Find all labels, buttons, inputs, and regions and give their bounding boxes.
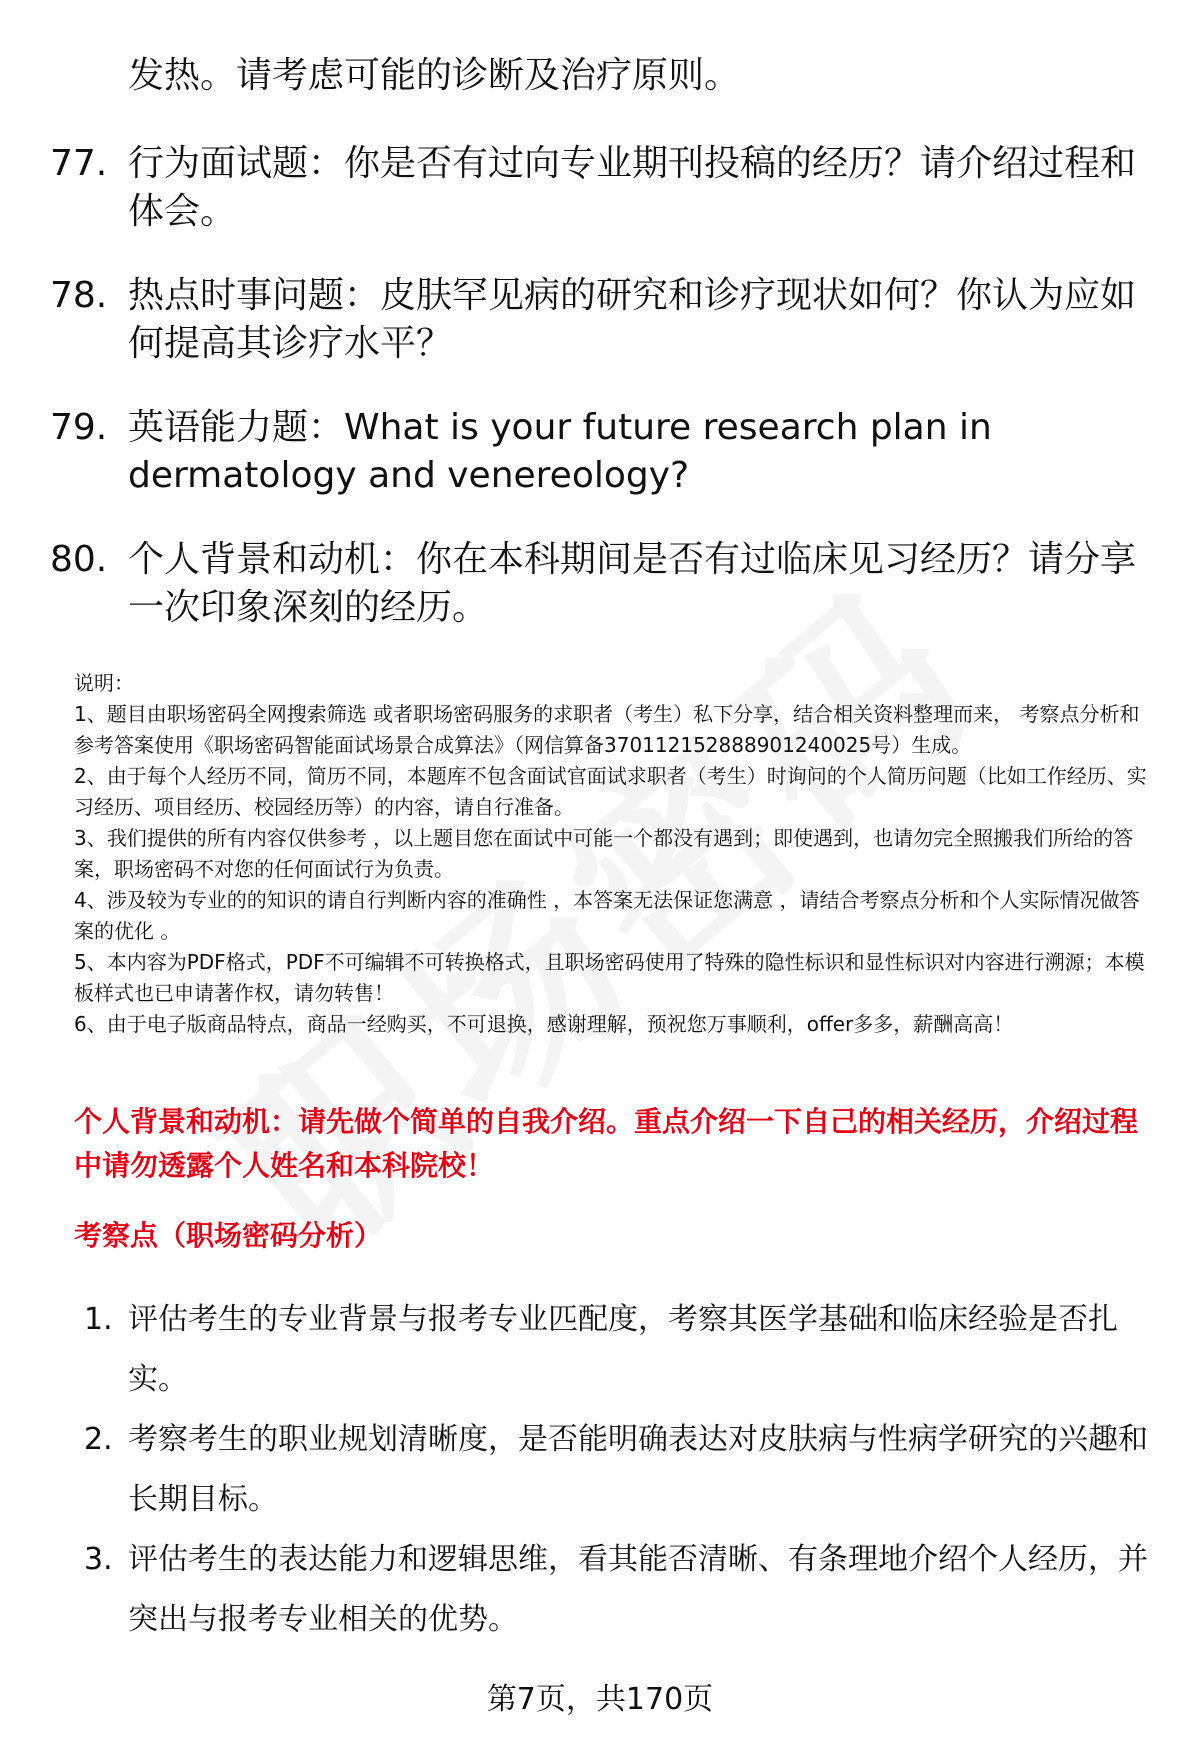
analysis-point xyxy=(84,1410,1154,1530)
note-item: 4、涉及较为专业的的知识的请自行判断内容的准确性 ，本答案无法保证您满意 ，请结合考察点分析和个人实际情况做答案的优化 。 xyxy=(74,888,1140,943)
notes-title: 说明： xyxy=(74,671,134,695)
question-text: 行为面试题：你是否有过向专业期刊投稿的经历？请介绍过程和体会。 xyxy=(128,143,1137,232)
point-number: 1. xyxy=(84,1302,113,1337)
point-number: 2. xyxy=(84,1422,113,1457)
question-number: 78. xyxy=(50,275,108,316)
point-number: 3. xyxy=(84,1542,113,1577)
question-item xyxy=(50,272,1150,368)
point-text: 评估考生的专业背景与报考专业匹配度，考察其医学基础和临床经验是否扎实。 xyxy=(128,1302,1118,1397)
question-number: 80. xyxy=(50,539,108,580)
note-item: 1、题目由职场密码全网搜索筛选 或者职场密码服务的求职者（考生）私下分享，结合相关资料整理而来， 考察点分析和参考答案使用《职场密码智能面试场景合成算法》（网信算备370112152888901240025号）生成。 xyxy=(74,702,1140,757)
note-item: 6、由于电子版商品特点，商品一经购买，不可退换，感谢理解，预祝您万事顺利，offer多多，薪酬高高！ xyxy=(74,1012,1014,1036)
note-item: 3、我们提供的所有内容仅供参考 ，以上题目您在面试中可能一个都没有遇到；即使遇到，也请勿完全照搬我们所给的答案，职场密码不对您的任何面试行为负责。 xyxy=(74,826,1134,881)
point-text: 考察考生的职业规划清晰度，是否能明确表达对皮肤病与性病学研究的兴趣和长期目标。 xyxy=(128,1422,1148,1517)
section-title: 考察点（职场密码分析） xyxy=(74,1219,383,1252)
question-continuation: 发热。请考虑可能的诊断及治疗原则。 xyxy=(128,55,741,96)
analysis-point xyxy=(84,1530,1154,1650)
note-item: 5、本内容为PDF格式，PDF不可编辑不可转换格式，且职场密码使用了特殊的隐性标识和显性标识对内容进行溯源；本模板样式也已申请著作权，请勿转售！ xyxy=(74,950,1145,1005)
page-footer: 第7页，共170页 xyxy=(486,1682,714,1717)
question-text: 个人背景和动机：你在本科期间是否有过临床见习经历？请分享一次印象深刻的经历。 xyxy=(128,539,1137,628)
question-item xyxy=(50,404,1150,500)
question-text: 英语能力题：What is your future research plan in dermatology and venereology? xyxy=(128,407,992,496)
notes-section xyxy=(74,668,1154,1040)
analysis-point xyxy=(84,1290,1154,1410)
question-list xyxy=(50,140,1150,668)
question-item xyxy=(50,140,1150,236)
note-item: 2、由于每个人经历不同，简历不同，本题库不包含面试官面试求职者（考生）时询问的个人简历问题（比如工作经历、实习经历、项目经历、校园经历等）的内容，请自行准备。 xyxy=(74,764,1147,819)
question-item xyxy=(50,536,1150,632)
analysis-point-list xyxy=(84,1290,1154,1650)
question-text: 热点时事问题：皮肤罕见病的研究和诊疗现状如何？你认为应如何提高其诊疗水平？ xyxy=(128,275,1137,364)
question-number: 79. xyxy=(50,407,108,448)
highlighted-question: 个人背景和动机：请先做个简单的自我介绍。重点介绍一下自己的相关经历，介绍过程中请勿透露个人姓名和本科院校！ xyxy=(74,1105,1139,1182)
question-number: 77. xyxy=(50,143,108,184)
point-text: 评估考生的表达能力和逻辑思维，看其能否清晰、有条理地介绍个人经历，并突出与报考专业相关的优势。 xyxy=(128,1542,1148,1637)
